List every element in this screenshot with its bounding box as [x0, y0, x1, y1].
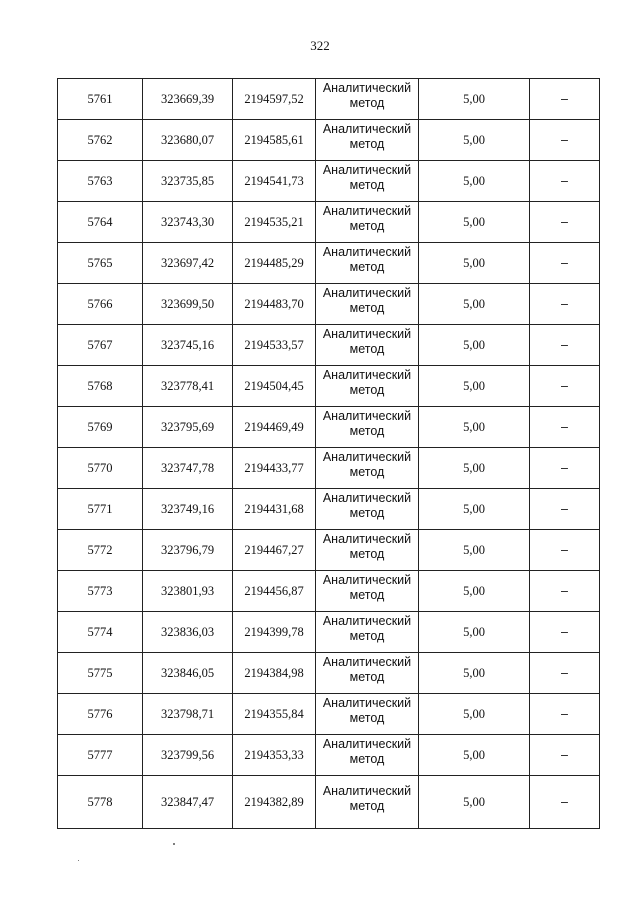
- table-row: [58, 653, 600, 694]
- table-row: [58, 407, 600, 448]
- point-number-cell: 5765: [58, 243, 143, 284]
- method-text: Аналитический метод: [322, 81, 412, 110]
- note-cell: –: [530, 120, 600, 161]
- point-number-cell: 5769: [58, 407, 143, 448]
- accuracy-cell: 5,00: [419, 571, 530, 612]
- table-row: [58, 79, 600, 120]
- method-cell: [316, 325, 419, 366]
- accuracy-cell: 5,00: [419, 202, 530, 243]
- y-coordinate-cell: 2194483,70: [233, 284, 316, 325]
- accuracy-cell: 5,00: [419, 120, 530, 161]
- note-cell: –: [530, 653, 600, 694]
- method-cell: [316, 612, 419, 653]
- y-coordinate-cell: 2194433,77: [233, 448, 316, 489]
- accuracy-cell: 5,00: [419, 161, 530, 202]
- y-coordinate-cell: 2194504,45: [233, 366, 316, 407]
- x-coordinate-cell: 323745,16: [143, 325, 233, 366]
- table-row: [58, 448, 600, 489]
- y-coordinate-cell: 2194585,61: [233, 120, 316, 161]
- method-text: Аналитический метод: [322, 737, 412, 766]
- y-coordinate-cell: 2194535,21: [233, 202, 316, 243]
- y-coordinate-cell: 2194382,89: [233, 776, 316, 829]
- method-cell: [316, 571, 419, 612]
- x-coordinate-cell: 323749,16: [143, 489, 233, 530]
- method-text: Аналитический метод: [322, 784, 412, 813]
- table-row: [58, 530, 600, 571]
- method-cell: [316, 530, 419, 571]
- accuracy-cell: 5,00: [419, 325, 530, 366]
- note-cell: –: [530, 79, 600, 120]
- table-row: [58, 366, 600, 407]
- method-cell: [316, 735, 419, 776]
- note-cell: –: [530, 735, 600, 776]
- method-text: Аналитический метод: [322, 163, 412, 192]
- note-cell: –: [530, 366, 600, 407]
- method-cell: [316, 694, 419, 735]
- note-cell: –: [530, 776, 600, 829]
- y-coordinate-cell: 2194353,33: [233, 735, 316, 776]
- note-cell: –: [530, 571, 600, 612]
- x-coordinate-cell: 323699,50: [143, 284, 233, 325]
- x-coordinate-cell: 323778,41: [143, 366, 233, 407]
- method-cell: [316, 407, 419, 448]
- method-cell: [316, 366, 419, 407]
- y-coordinate-cell: 2194541,73: [233, 161, 316, 202]
- method-cell: [316, 243, 419, 284]
- point-number-cell: 5777: [58, 735, 143, 776]
- note-cell: –: [530, 694, 600, 735]
- method-text: Аналитический метод: [322, 655, 412, 684]
- accuracy-cell: 5,00: [419, 448, 530, 489]
- y-coordinate-cell: 2194399,78: [233, 612, 316, 653]
- y-coordinate-cell: 2194456,87: [233, 571, 316, 612]
- accuracy-cell: 5,00: [419, 653, 530, 694]
- x-coordinate-cell: 323795,69: [143, 407, 233, 448]
- accuracy-cell: 5,00: [419, 776, 530, 829]
- x-coordinate-cell: 323799,56: [143, 735, 233, 776]
- note-cell: –: [530, 448, 600, 489]
- accuracy-cell: 5,00: [419, 366, 530, 407]
- y-coordinate-cell: 2194431,68: [233, 489, 316, 530]
- table-row: [58, 202, 600, 243]
- method-text: Аналитический метод: [322, 450, 412, 479]
- x-coordinate-cell: 323669,39: [143, 79, 233, 120]
- note-cell: –: [530, 161, 600, 202]
- method-cell: [316, 284, 419, 325]
- table-row: [58, 489, 600, 530]
- point-number-cell: 5762: [58, 120, 143, 161]
- accuracy-cell: 5,00: [419, 79, 530, 120]
- point-number-cell: 5771: [58, 489, 143, 530]
- x-coordinate-cell: 323836,03: [143, 612, 233, 653]
- table-row: [58, 161, 600, 202]
- accuracy-cell: 5,00: [419, 694, 530, 735]
- x-coordinate-cell: 323847,47: [143, 776, 233, 829]
- point-number-cell: 5772: [58, 530, 143, 571]
- note-cell: –: [530, 243, 600, 284]
- point-number-cell: 5773: [58, 571, 143, 612]
- point-number-cell: 5763: [58, 161, 143, 202]
- note-cell: –: [530, 407, 600, 448]
- method-text: Аналитический метод: [322, 409, 412, 438]
- y-coordinate-cell: 2194384,98: [233, 653, 316, 694]
- x-coordinate-cell: 323798,71: [143, 694, 233, 735]
- note-cell: –: [530, 284, 600, 325]
- x-coordinate-cell: 323735,85: [143, 161, 233, 202]
- method-text: Аналитический метод: [322, 204, 412, 233]
- method-text: Аналитический метод: [322, 368, 412, 397]
- table-row: [58, 776, 600, 829]
- point-number-cell: 5766: [58, 284, 143, 325]
- y-coordinate-cell: 2194533,57: [233, 325, 316, 366]
- coordinates-table: [57, 78, 600, 829]
- method-text: Аналитический метод: [322, 122, 412, 151]
- point-number-cell: 5761: [58, 79, 143, 120]
- method-cell: [316, 202, 419, 243]
- x-coordinate-cell: 323846,05: [143, 653, 233, 694]
- table-row: [58, 571, 600, 612]
- table-body: [58, 79, 600, 829]
- accuracy-cell: 5,00: [419, 407, 530, 448]
- method-cell: [316, 120, 419, 161]
- table-row: [58, 325, 600, 366]
- point-number-cell: 5776: [58, 694, 143, 735]
- table-row: [58, 284, 600, 325]
- accuracy-cell: 5,00: [419, 284, 530, 325]
- x-coordinate-cell: 323680,07: [143, 120, 233, 161]
- point-number-cell: 5768: [58, 366, 143, 407]
- table-row: [58, 120, 600, 161]
- y-coordinate-cell: 2194597,52: [233, 79, 316, 120]
- y-coordinate-cell: 2194469,49: [233, 407, 316, 448]
- note-cell: –: [530, 530, 600, 571]
- table-row: [58, 694, 600, 735]
- table-row: [58, 612, 600, 653]
- y-coordinate-cell: 2194355,84: [233, 694, 316, 735]
- method-text: Аналитический метод: [322, 532, 412, 561]
- note-cell: –: [530, 325, 600, 366]
- method-text: Аналитический метод: [322, 491, 412, 520]
- scan-speck: [173, 843, 175, 845]
- method-text: Аналитический метод: [322, 614, 412, 643]
- method-text: Аналитический метод: [322, 696, 412, 725]
- point-number-cell: 5775: [58, 653, 143, 694]
- accuracy-cell: 5,00: [419, 612, 530, 653]
- point-number-cell: 5774: [58, 612, 143, 653]
- accuracy-cell: 5,00: [419, 530, 530, 571]
- method-text: Аналитический метод: [322, 573, 412, 602]
- point-number-cell: 5770: [58, 448, 143, 489]
- x-coordinate-cell: 323743,30: [143, 202, 233, 243]
- method-cell: [316, 79, 419, 120]
- point-number-cell: 5767: [58, 325, 143, 366]
- point-number-cell: 5778: [58, 776, 143, 829]
- page-number: 322: [310, 38, 330, 53]
- y-coordinate-cell: 2194467,27: [233, 530, 316, 571]
- note-cell: –: [530, 612, 600, 653]
- accuracy-cell: 5,00: [419, 489, 530, 530]
- y-coordinate-cell: 2194485,29: [233, 243, 316, 284]
- x-coordinate-cell: 323697,42: [143, 243, 233, 284]
- method-text: Аналитический метод: [322, 327, 412, 356]
- method-cell: [316, 161, 419, 202]
- table-row: [58, 243, 600, 284]
- accuracy-cell: 5,00: [419, 243, 530, 284]
- point-number-cell: 5764: [58, 202, 143, 243]
- method-cell: [316, 776, 419, 829]
- note-cell: –: [530, 489, 600, 530]
- x-coordinate-cell: 323747,78: [143, 448, 233, 489]
- x-coordinate-cell: 323801,93: [143, 571, 233, 612]
- method-cell: [316, 489, 419, 530]
- accuracy-cell: 5,00: [419, 735, 530, 776]
- table-row: [58, 735, 600, 776]
- x-coordinate-cell: 323796,79: [143, 530, 233, 571]
- method-text: Аналитический метод: [322, 245, 412, 274]
- method-cell: [316, 653, 419, 694]
- method-text: Аналитический метод: [322, 286, 412, 315]
- scan-speck: [78, 860, 79, 861]
- note-cell: –: [530, 202, 600, 243]
- method-cell: [316, 448, 419, 489]
